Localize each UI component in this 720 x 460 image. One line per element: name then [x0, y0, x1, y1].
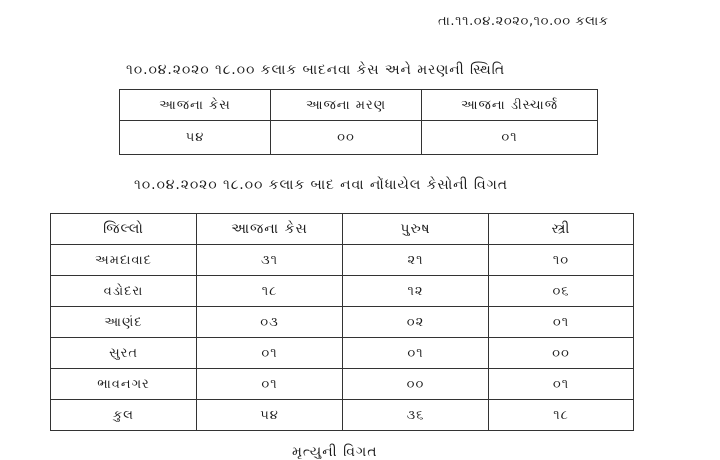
district-name: સુરત	[51, 338, 197, 369]
total-male-count: ૩૬	[343, 400, 489, 431]
cases-count: ૦૧	[197, 338, 343, 369]
cases-count: ૦૩	[197, 307, 343, 338]
todays-discharges-value: ૦૧	[422, 121, 598, 155]
total-cases-count: ૫૪	[197, 400, 343, 431]
female-count: ૧૦	[489, 245, 634, 276]
table-row	[51, 276, 634, 307]
male-count: ૨૧	[343, 245, 489, 276]
male-count: ૦૧	[343, 338, 489, 369]
male-count: ૧૨	[343, 276, 489, 307]
female-count: ૦૬	[489, 276, 634, 307]
district-name: અમદાવાદ	[51, 245, 197, 276]
female-count: ૦૦	[489, 338, 634, 369]
cases-count: ૩૧	[197, 245, 343, 276]
column-header-todays-cases: આજના કેસ	[197, 214, 343, 245]
total-row	[51, 400, 634, 431]
summary-values-row	[120, 121, 598, 155]
table-row	[51, 369, 634, 400]
district-section-title: ૧૦.૦૪.૨૦૨૦ ૧૮.૦૦ કલાક બાદ નવા નોંધાયેલ કેસોની વિગત	[134, 177, 508, 193]
cases-count: ૧૮	[197, 276, 343, 307]
column-header-male: પુરુષ	[343, 214, 489, 245]
total-label: કુલ	[51, 400, 197, 431]
male-count: ૦૨	[343, 307, 489, 338]
district-name: આણંદ	[51, 307, 197, 338]
district-name: ભાવનગર	[51, 369, 197, 400]
cases-count: ૦૧	[197, 369, 343, 400]
summary-section-title: ૧૦.૦૪.૨૦૨૦ ૧૮.૦૦ કલાક બાદનવા કેસ અને મરણની સ્થિતિ	[126, 62, 506, 78]
column-header-district: જિલ્લો	[51, 214, 197, 245]
next-section-title-cutoff: મૃત્યુની વિગત	[292, 444, 378, 460]
column-header-todays-deaths: આજના મરણ	[271, 90, 422, 121]
total-female-count: ૧૮	[489, 400, 634, 431]
female-count: ૦૧	[489, 307, 634, 338]
column-header-todays-discharges: આજના ડીસ્ચાર્જ	[422, 90, 598, 121]
summary-header-row	[120, 90, 598, 121]
summary-table	[119, 89, 598, 155]
male-count: ૦૦	[343, 369, 489, 400]
todays-cases-value: ૫૪	[120, 121, 271, 155]
report-date-time: તા.૧૧.૦૪.૨૦૨૦,૧૦.૦૦ કલાક	[438, 14, 609, 29]
table-row	[51, 245, 634, 276]
table-row	[51, 307, 634, 338]
district-name: વડોદરા	[51, 276, 197, 307]
district-header-row	[51, 214, 634, 245]
column-header-todays-cases: આજના કેસ	[120, 90, 271, 121]
table-row	[51, 338, 634, 369]
todays-deaths-value: ૦૦	[271, 121, 422, 155]
female-count: ૦૧	[489, 369, 634, 400]
column-header-female: સ્ત્રી	[489, 214, 634, 245]
district-cases-table	[50, 213, 634, 431]
